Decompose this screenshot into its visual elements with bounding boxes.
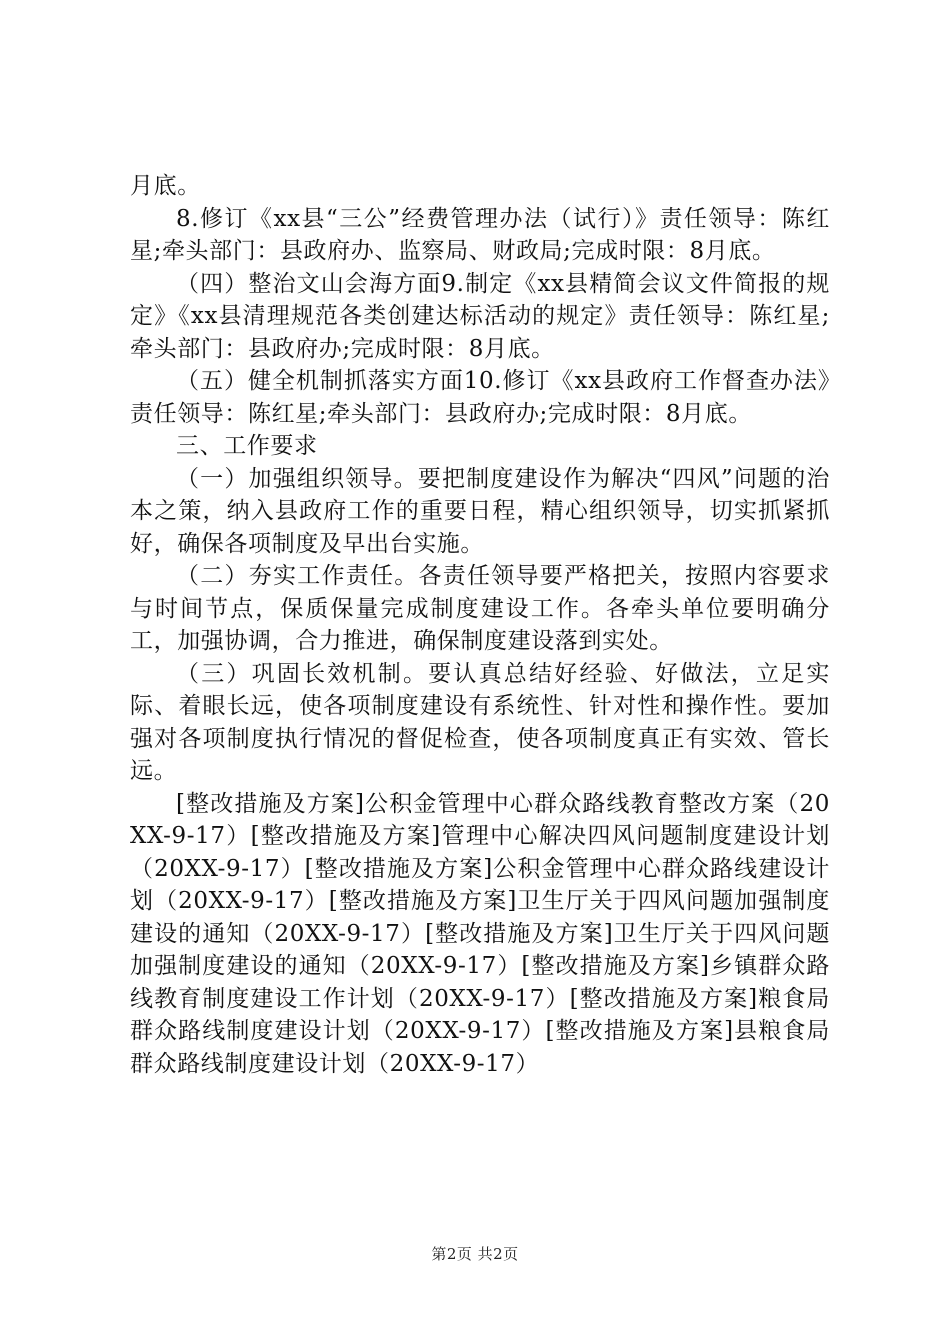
- paragraph-requirement-1: （一）加强组织领导。要把制度建设作为解决“四风”问题的治本之策，纳入县政府工作的重要日程，精心组织领导，切实抓紧抓好，确保各项制度及早出台实施。: [130, 465, 830, 557]
- paragraph-section-4: （四）整治文山会海方面9.制定《xx县精简会议文件简报的规定》《xx县清理规范各类创建达标活动的规定》责任领导：陈红星;牵头部门：县政府办;完成时限：8月底。: [130, 270, 830, 362]
- paragraph-month-end: 月底。: [130, 173, 201, 199]
- paragraph-requirement-3: （三）巩固长效机制。要认真总结好经验、好做法，立足实际、着眼长远，使各项制度建设有系统性、针对性和操作性。要加强对各项制度执行情况的督促检查，使各项制度真正有实效、管长远。: [130, 660, 830, 784]
- paragraph-requirement-2: （二）夯实工作责任。各责任领导要严格把关，按照内容要求与时间节点，保质保量完成制度建设工作。各牵头单位要明确分工，加强协调，合力推进，确保制度建设落到实处。: [130, 563, 830, 654]
- document-body: [130, 170, 830, 1080]
- paragraph-related-links: [整改措施及方案]公积金管理中心群众路线教育整改方案（20XX-9-17）[整改措施及方案]管理中心解决四风问题制度建设计划（20XX-9-17）[整改措施及方案]公积金管理中心群众路线建设计划（20XX-9-17）[整改措施及方案]卫生厅关于四风问题加强制度建设的通知（20XX-9-17）[整改措施及方案]卫生厅关于四风问题加强制度建设的通知（20XX-9-17）[整改措施及方案]乡镇群众路线教育制度建设工作计划（20XX-9-17）[整改措施及方案]粮食局群众路线制度建设计划（20XX-9-17）[整改措施及方案]县粮食局群众路线制度建设计划（20XX-9-17）: [130, 790, 830, 1077]
- paragraph-item-8: 8.修订《xx县“三公”经费管理办法（试行）》责任领导：陈红星;牵头部门：县政府办、监察局、财政局;完成时限：8月底。: [130, 205, 830, 264]
- paragraph-section-5: （五）健全机制抓落实方面10.修订《xx县政府工作督查办法》责任领导：陈红星;牵头部门：县政府办;完成时限：8月底。: [130, 368, 830, 427]
- page-footer: 第2页 共2页: [431, 1245, 519, 1263]
- heading-work-requirements: 三、工作要求: [176, 433, 318, 459]
